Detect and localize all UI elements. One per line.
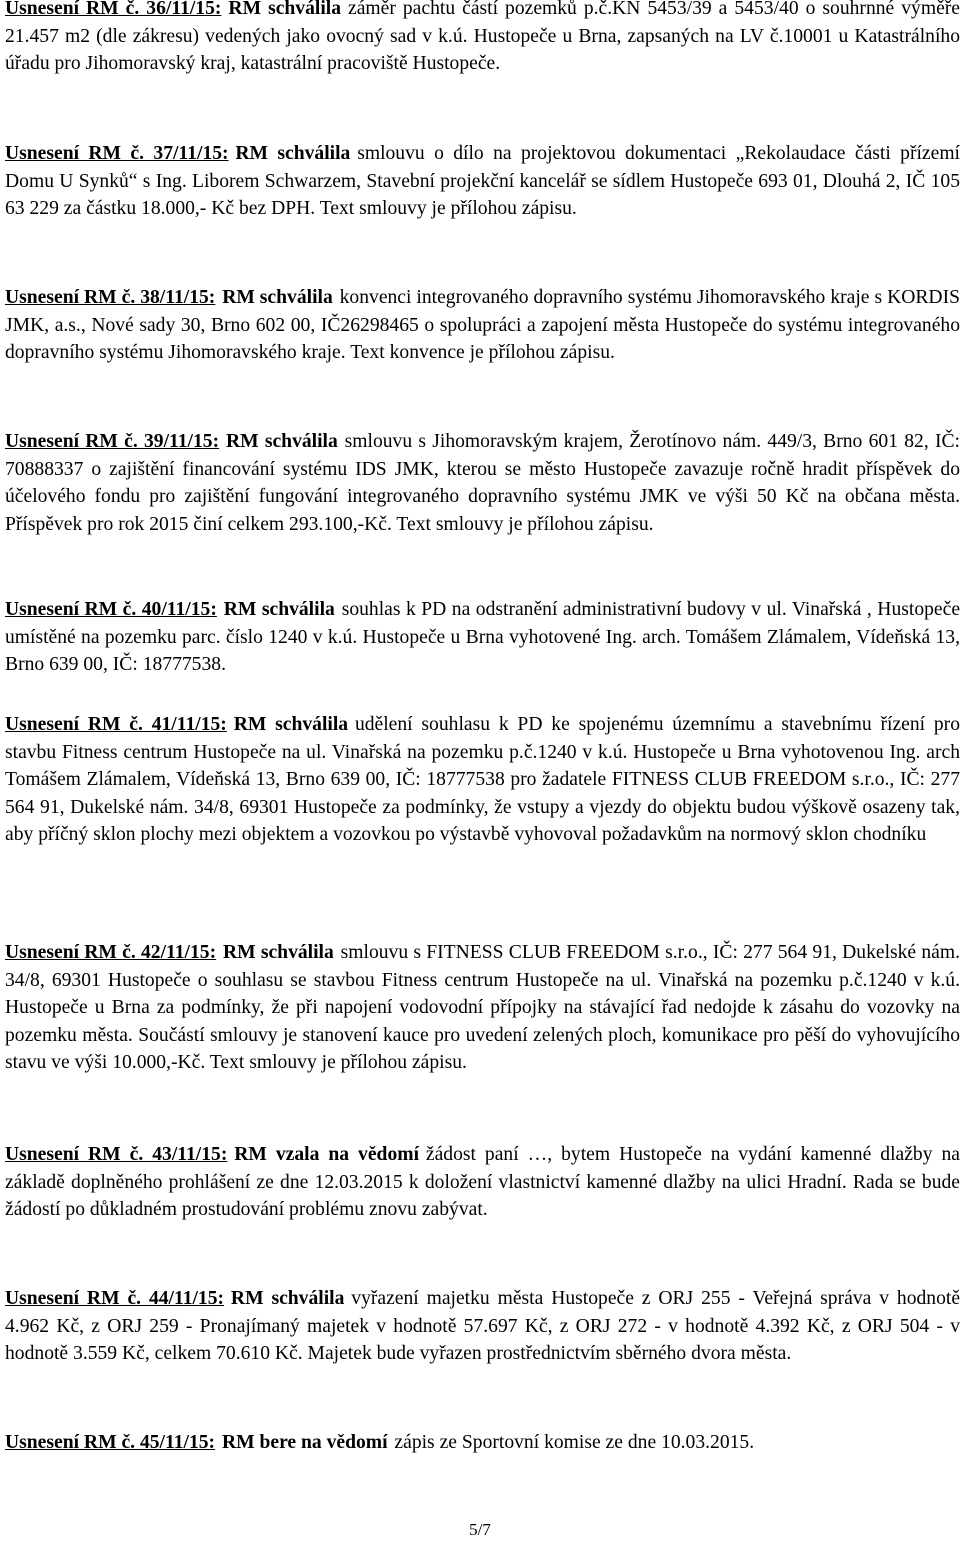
resolution-ref: Usnesení RM č. 37/11/15:	[5, 143, 229, 164]
resolution-verb: RM schválila	[222, 942, 334, 963]
resolution-39	[5, 428, 960, 538]
resolution-text: smlouvu s Jihomoravským krajem, Žerotínovo nám. 449/3, Brno 601 82, IČ: 70888337 o zajištění financování systému IDS JMK, kterou se město Hustopeče zavazuje ročně hradit příspěvek do účelového fondu pro zajištění fungování integrovaného dopravního systému JMK ve výši 50 Kč na občana města. Příspěvek pro rok 2015 činí celkem 293.100,-Kč. Text smlouvy je přílohou zápisu.	[5, 431, 960, 535]
resolution-36-text	[5, 0, 960, 78]
resolution-verb: RM schválila	[235, 143, 351, 164]
resolution-44	[5, 1285, 960, 1368]
resolution-text: vyřazení majetku města Hustopeče z ORJ 255 - Veřejná správa v hodnotě 4.962 Kč, z ORJ 259 - Pronajímaný majetek v hodnotě 57.697 Kč, z ORJ 272 - v hodnotě 4.392 Kč, z ORJ 504 - v hodnotě 3.559 Kč, celkem 70.610 Kč. Majetek bude vyřazen prostřednictvím sběrného dvora města.	[5, 1288, 960, 1365]
resolution-body: záměr pachtu částí pozemků p.č.KN 5453/39 a 5453/40 o souhrnné výměře 21.457 m2 (dle zákresu) vedených jako ovocný sad v k.ú. Hustopeče u Brna, zapsaných na LV č.10001 u Katastrálního úřadu pro Jihomoravský kraj, katastrální pracoviště Hustopeče.	[5, 0, 960, 75]
resolution-ref: Usnesení RM č. 36/11/15:	[5, 0, 222, 19]
resolution-text: konvenci integrovaného dopravního systému Jihomoravského kraje s KORDIS JMK, a.s., Nové sady 30, Brno 602 00, IČ26298465 o spolupráci a zapojení města Hustopeče do systému integrovaného dopravního systému Jihomoravského kraje. Text konvence je přílohou zápisu.	[5, 287, 960, 364]
resolution-verb: RM schválila	[225, 431, 338, 452]
resolution-38	[5, 284, 960, 367]
resolution-verb: RM schválila	[230, 1288, 345, 1309]
resolution-40	[5, 596, 960, 679]
resolution-text: udělení souhlasu k PD ke spojenému územnímu a stavebnímu řízení pro stavbu Fitness centrum Hustopeče na ul. Vinařská na pozemku p.č.1240 v k.ú. Hustopeče u Brna vyhotovenou Ing. arch Tomášem Zlámalem, Vídeňská 13, Brno 639 00, IČ: 18777538 pro žadatele FITNESS CLUB FREEDOM s.r.o., IČ: 277 564 91, Dukelské nám. 34/8, 69301 Hustopeče za podmínky, že vstupy a vjezdy do objektu budou výškově osazeny tak, aby příčný sklon plochy mezi objektem a vozovkou po výstavbě vyhovoval požadavkům na normový sklon chodníku	[5, 714, 960, 846]
page-number: 5/7	[469, 1520, 491, 1539]
resolution-verb: RM vzala na vědomí	[234, 1144, 420, 1165]
resolution-ref: Usnesení RM č. 39/11/15:	[5, 431, 220, 452]
resolution-43	[5, 1141, 960, 1224]
resolution-verb: RM schválila	[223, 599, 335, 620]
resolution-verb: RM schválila	[233, 714, 349, 735]
resolution-41	[5, 711, 960, 849]
resolution-ref: Usnesení RM č. 41/11/15:	[5, 714, 227, 735]
resolution-ref: Usnesení RM č. 42/11/15:	[5, 942, 217, 963]
resolution-ref: Usnesení RM č. 38/11/15:	[5, 287, 216, 308]
resolution-text: smlouvu s FITNESS CLUB FREEDOM s.r.o., IČ: 277 564 91, Dukelské nám. 34/8, 69301 Hustopeče o souhlasu se stavbou Fitness centrum Hustopeče na ul. Vinařská na pozemku p.č.1240 v k.ú. Hustopeče u Brna za podmínky, že při napojení vodovodní přípojky na stávající řad nedojde k zásahu do vozovky na pozemku města. Součástí smlouvy je stanovení kauce pro uvedení zelených ploch, komunikace pro pěší do vyhovujícího stavu ve výši 10.000,-Kč. Text smlouvy je přílohou zápisu.	[5, 942, 960, 1074]
resolution-ref: Usnesení RM č. 40/11/15:	[5, 599, 217, 620]
resolution-verb: RM bere na vědomí	[221, 1432, 388, 1453]
resolution-ref: Usnesení RM č. 44/11/15:	[5, 1288, 225, 1309]
resolution-text	[5, 0, 960, 74]
resolution-text: souhlas k PD na odstranění administrativní budovy v ul. Vinařská , Hustopeče umístěné na pozemku parc. číslo 1240 v k.ú. Hustopeče u Brna vyhotovené Ing. arch. Tomášem Zlámalem, Vídeňská 13, Brno 639 00, IČ: 18777538.	[5, 599, 960, 676]
resolution-verb: RM schválila	[228, 0, 342, 19]
resolution-text: zápis ze Sportovní komise ze dne 10.03.2015.	[394, 1432, 755, 1453]
resolution-text: smlouvu o dílo na projektovou dokumentaci „Rekolaudace části přízemí Domu U Synků“ s Ing. Liborem Schwarzem, Stavební projekční kancelář se sídlem Hustopeče 693 01, Dlouhá 2, IČ 105 63 229 za částku 18.000,- Kč bez DPH. Text smlouvy je přílohou zápisu.	[5, 143, 960, 220]
resolution-text: žádost paní …, bytem Hustopeče na vydání kamenné dlažby na základě doplněného prohlášení ze dne 12.03.2015 k doložení vlastnictví kamenné dlažby na ulici Hradní. Rada se bude žádostí po důkladném prostudování problému znovu zabývat.	[5, 1144, 960, 1221]
resolution-ref: Usnesení RM č. 43/11/15:	[5, 1144, 228, 1165]
resolution-42	[5, 939, 960, 1077]
resolution-verb: RM schválila	[222, 287, 333, 308]
resolution-37	[5, 140, 960, 223]
resolution-ref: Usnesení RM č. 45/11/15:	[5, 1432, 216, 1453]
resolution-45	[5, 1429, 960, 1457]
